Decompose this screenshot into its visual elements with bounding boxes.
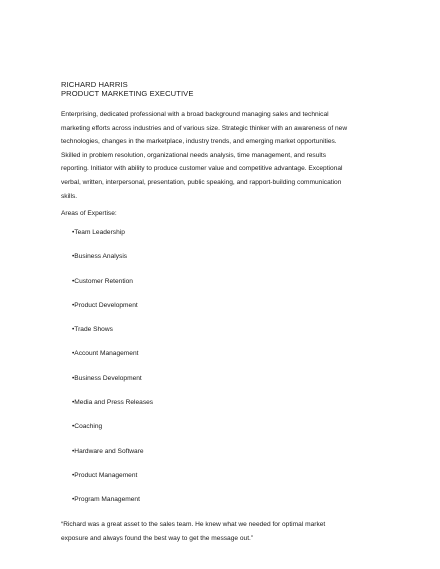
testimonial-line: “Richard was a great asset to the sales team. He knew what we needed for optimal market xyxy=(61,521,326,528)
expertise-item: •Program Management xyxy=(72,496,140,504)
summary-line: Skilled in problem resolution, organizational needs analysis, time management, and results xyxy=(61,151,326,159)
testimonial-line: exposure and always found the best way to get the message out.” xyxy=(61,535,254,542)
summary-line: Enterprising, dedicated professional with a broad background managing sales and technical xyxy=(61,111,329,118)
expertise-heading: Areas of Expertise: xyxy=(61,210,117,217)
expertise-item: •Business Analysis xyxy=(72,253,128,261)
expertise-list xyxy=(72,228,153,520)
candidate-name: RICHARD HARRIS xyxy=(61,80,128,89)
expertise-item: •Account Management xyxy=(72,350,139,358)
summary-line: skills. xyxy=(61,192,78,200)
summary-line: marketing efforts across industries and of various size. Strategic thinker with an awareness of new xyxy=(61,124,348,132)
summary-line: reporting. Initiator with ability to produce customer value and competitive advantage. Exceptional xyxy=(61,165,343,173)
expertise-item: •Product Management xyxy=(72,471,138,479)
expertise-item: •Media and Press Releases xyxy=(72,399,154,407)
summary-line: verbal, written, interpersonal, presentation, public speaking, and rapport-building communication xyxy=(61,178,342,186)
summary-line: technologies, changes in the marketplace, industry trends, and emerging market opportunities. xyxy=(61,138,337,146)
expertise-item: •Business Development xyxy=(72,374,142,382)
expertise-item: •Trade Shows xyxy=(72,326,113,334)
expertise-item: •Product Development xyxy=(72,301,138,309)
expertise-item: •Team Leadership xyxy=(72,229,125,236)
expertise-item: •Coaching xyxy=(72,423,103,431)
testimonial-quote xyxy=(61,518,391,546)
candidate-title: PRODUCT MARKETING EXECUTIVE xyxy=(61,89,194,98)
expertise-item: •Hardware and Software xyxy=(72,447,144,455)
professional-summary xyxy=(61,108,391,203)
expertise-item: •Customer Retention xyxy=(72,277,133,285)
